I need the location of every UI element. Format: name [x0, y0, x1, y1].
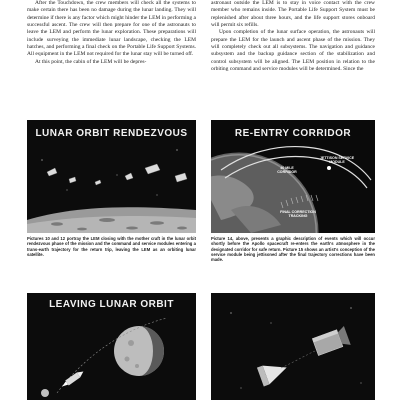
- article-left-column: [27, 0, 196, 66]
- corridor-label: 40 MILE CORRIDOR: [277, 166, 297, 175]
- article-paragraph: After the Touchdown, the crew members will check all the systems to make certain there has been no damage during the lunar landing. They will determine if there is any factor which might hinder the LEM in performing a successful ascent. The crew will then prepare for one of the astronauts to leave the LEM and perform the lunar exploration. These preparations will include surveying the immediate lunar landscape, checking the LEM hatches, and performing a final check on the Portable Life Support Systems. All equipment in the LEM not required for the lunar stay will be turned off.: [27, 0, 196, 58]
- caption-left: Pictures 10 and 12 portray the LEM closing with the mother craft in the lunar orbit rendezvous phase of the mission and the command and service modules entering a trans-earth trajectory for the return trip, leaving the LEM as an orbiting lunar satellite.: [27, 236, 196, 257]
- reentry-corridor-illustration: [211, 120, 375, 233]
- leaving-lunar-orbit-illustration: [27, 293, 196, 400]
- lunar-orbit-rendezvous-illustration: [27, 120, 196, 233]
- article-paragraph: At this point, the cabin of the LEM will be depres-: [35, 58, 147, 65]
- panel-title: RE-ENTRY CORRIDOR: [234, 128, 352, 139]
- article-right-column: [211, 0, 375, 73]
- article-paragraph: Upon completion of the lunar surface operation, the astronauts will prepare the LEM for the launch and ascent phase of the mission. They will completely check out all subsystems. The navigation and guidance subsystem and the backup guidance section of the stabilization and control subsystem will be aligned. The LEM position in relation to the orbiting command and service modules will be determined. Since the: [211, 29, 375, 73]
- jettison-service-module-label: JETTISON SERVICE MODULE: [319, 156, 355, 165]
- article-paragraph: astronaut outside the LEM is to stay in voice contact with the crew member who remains inside. The Portable Life Support System must be replenished after about three hours, and the life support stores onboard will permit six refills.: [211, 0, 375, 29]
- caption-right: Picture 14, above, presents a graphic description of events which will occur shortly before the Apollo spacecraft re-enters the earth's atmosphere in the designated corridor for safe return. Picture 15 shows an artist's conception of the service module being jettisoned after the final trajectory corrections have been made.: [211, 236, 375, 263]
- panel-title: LEAVING LUNAR ORBIT: [49, 299, 174, 310]
- panel-title: LUNAR ORBIT RENDEZVOUS: [35, 128, 188, 139]
- service-module-jettison-illustration: [211, 293, 375, 400]
- final-correction-label: FINAL CORRECTION TRACKING: [280, 210, 316, 219]
- service-module-jettison-artwork: [211, 293, 375, 400]
